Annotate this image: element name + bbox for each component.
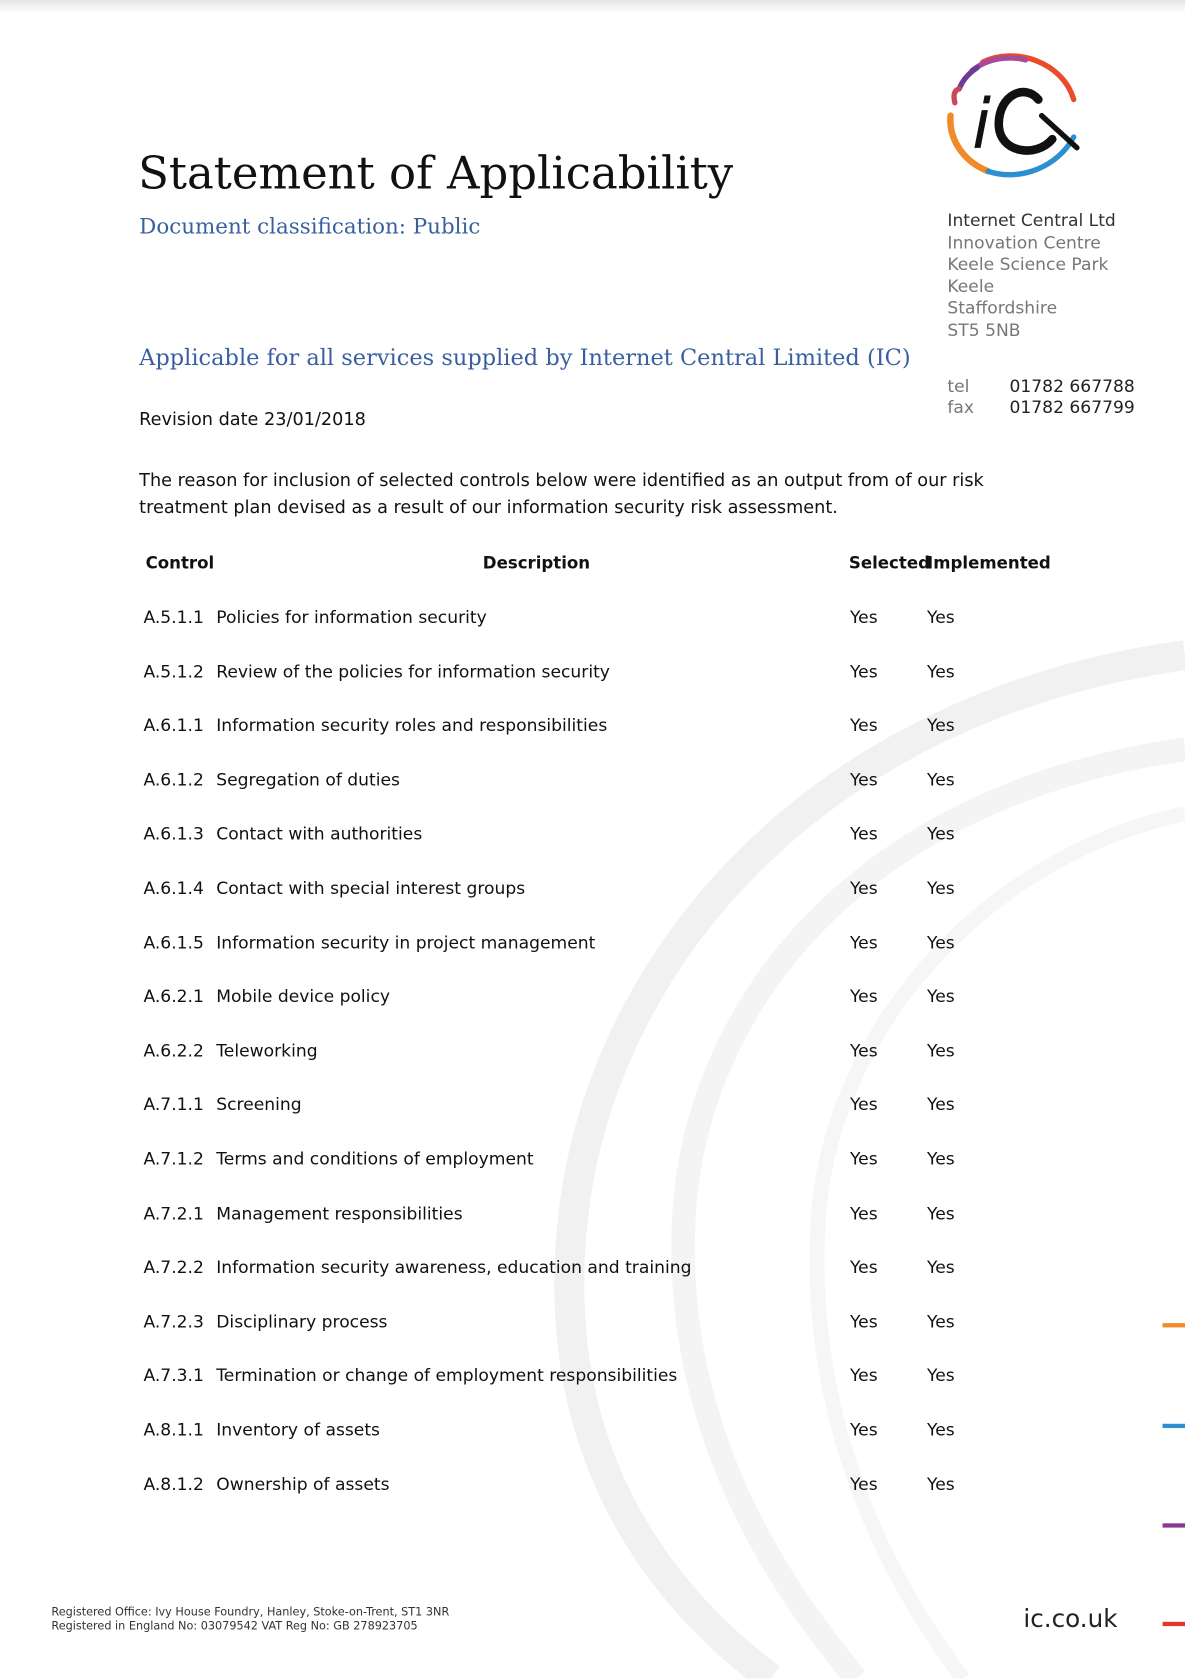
row-implemented: Yes — [927, 661, 955, 682]
revision-date: Revision date 23/01/2018 — [139, 408, 366, 430]
row-selected: Yes — [849, 606, 878, 628]
row-implemented: Yes — [927, 1202, 955, 1224]
row-selected: Yes — [849, 1365, 878, 1386]
row-description: Mobile device policy — [216, 986, 390, 1007]
row-description: Contact with authorities — [216, 823, 423, 844]
row-selected: Yes — [849, 1419, 878, 1440]
website-url: ic.co.uk — [1023, 1605, 1118, 1634]
row-selected: Yes — [849, 823, 878, 844]
column-header-selected: Selected — [848, 553, 930, 573]
row-control-id: A.6.1.1 — [143, 715, 204, 736]
address-line: Staffordshire — [947, 297, 1058, 318]
fax-label: fax — [947, 397, 975, 418]
row-implemented: Yes — [927, 715, 955, 736]
address-line: Keele — [947, 275, 995, 296]
row-selected: Yes — [849, 1473, 878, 1494]
applicability-statement: Applicable for all services supplied by Internet Central Limited (IC) — [139, 344, 911, 371]
row-control-id: A.7.1.2 — [143, 1148, 204, 1169]
row-control-id: A.7.2.3 — [143, 1311, 204, 1332]
address-line: Innovation Centre — [947, 231, 1101, 253]
row-control-id: A.8.1.1 — [143, 1419, 204, 1440]
row-selected: Yes — [849, 986, 878, 1007]
row-description: Inventory of assets — [216, 1419, 380, 1440]
footer-registration — [51, 1606, 449, 1634]
ic-logo — [940, 51, 1085, 185]
row-description: Information security roles and responsibilities — [216, 715, 608, 736]
fax-number: 01782 667799 — [1009, 397, 1135, 418]
row-control-id: A.5.1.2 — [143, 661, 204, 682]
row-implemented: Yes — [927, 769, 955, 790]
row-description: Terms and conditions of employment — [216, 1148, 534, 1169]
row-selected: Yes — [849, 1256, 878, 1278]
row-description: Ownership of assets — [216, 1473, 390, 1494]
row-control-id: A.5.1.1 — [143, 606, 204, 628]
row-description: Teleworking — [216, 1040, 318, 1061]
row-control-id: A.6.1.5 — [143, 931, 204, 953]
svg-text:i: i — [972, 84, 992, 165]
row-control-id: A.7.3.1 — [143, 1365, 204, 1386]
row-selected: Yes — [849, 877, 878, 899]
row-selected: Yes — [849, 1202, 878, 1224]
row-control-id: A.6.2.2 — [143, 1040, 204, 1061]
row-implemented: Yes — [927, 931, 955, 953]
tel-label: tel — [947, 375, 970, 397]
row-selected: Yes — [849, 1148, 878, 1169]
row-control-id: A.7.2.1 — [143, 1202, 204, 1224]
row-description: Screening — [216, 1094, 302, 1115]
row-description: Information security in project management — [216, 931, 596, 953]
accent-bar-blue — [1163, 1424, 1185, 1428]
row-implemented: Yes — [927, 1148, 955, 1169]
row-selected: Yes — [849, 715, 878, 736]
row-description: Segregation of duties — [216, 769, 400, 790]
row-implemented: Yes — [927, 1040, 955, 1061]
row-description: Disciplinary process — [216, 1311, 388, 1332]
row-implemented: Yes — [927, 1365, 955, 1386]
tel-number: 01782 667788 — [1009, 375, 1135, 397]
row-implemented: Yes — [927, 1473, 955, 1494]
document-title: Statement of Applicability — [138, 146, 734, 200]
row-implemented: Yes — [927, 1419, 955, 1440]
column-header-control: Control — [145, 553, 215, 573]
row-selected: Yes — [849, 661, 878, 682]
row-implemented: Yes — [927, 606, 955, 628]
row-control-id: A.6.1.3 — [143, 823, 204, 844]
company-address — [947, 210, 1115, 342]
row-control-id: A.6.2.1 — [143, 986, 204, 1007]
accent-bar-red — [1163, 1622, 1185, 1626]
row-control-id: A.7.1.1 — [143, 1094, 204, 1115]
column-header-description: Description — [482, 553, 591, 573]
row-description: Contact with special interest groups — [216, 877, 526, 899]
row-selected: Yes — [849, 1040, 878, 1061]
row-control-id: A.8.1.2 — [143, 1473, 204, 1494]
row-implemented: Yes — [927, 877, 955, 899]
row-control-id: A.7.2.2 — [143, 1256, 204, 1278]
row-selected: Yes — [849, 769, 878, 790]
row-implemented: Yes — [927, 823, 955, 844]
row-implemented: Yes — [927, 1256, 955, 1278]
row-description: Management responsibilities — [216, 1202, 463, 1224]
company-name: Internet Central Ltd — [947, 209, 1116, 231]
row-control-id: A.6.1.4 — [143, 877, 204, 899]
intro-paragraph: The reason for inclusion of selected controls below were identified as an output from of our risk treatment plan devised as a result of our information security risk assessment. — [139, 469, 984, 518]
column-header-implemented: Implemented — [927, 553, 1051, 573]
row-selected: Yes — [849, 931, 878, 953]
row-description: Information security awareness, education and training — [216, 1256, 692, 1278]
row-description: Policies for information security — [216, 606, 487, 628]
registered-office: Registered Office: Ivy House Foundry, Hanley, Stoke-on-Trent, ST1 3NR — [51, 1605, 450, 1619]
address-line: Keele Science Park — [947, 253, 1109, 275]
row-control-id: A.6.1.2 — [143, 769, 204, 790]
row-selected: Yes — [849, 1311, 878, 1332]
address-line: ST5 5NB — [947, 319, 1021, 340]
row-implemented: Yes — [927, 1094, 955, 1115]
row-description: Review of the policies for information security — [216, 661, 610, 682]
row-selected: Yes — [849, 1094, 878, 1115]
document-classification: Document classification: Public — [139, 213, 481, 239]
registration-numbers: Registered in England No: 03079542 VAT Reg No: GB 278923705 — [51, 1619, 418, 1633]
row-implemented: Yes — [927, 986, 955, 1007]
accent-bar-orange — [1163, 1323, 1185, 1327]
row-implemented: Yes — [927, 1311, 955, 1332]
row-description: Termination or change of employment responsibilities — [216, 1365, 678, 1386]
accent-bar-purple — [1163, 1523, 1185, 1527]
